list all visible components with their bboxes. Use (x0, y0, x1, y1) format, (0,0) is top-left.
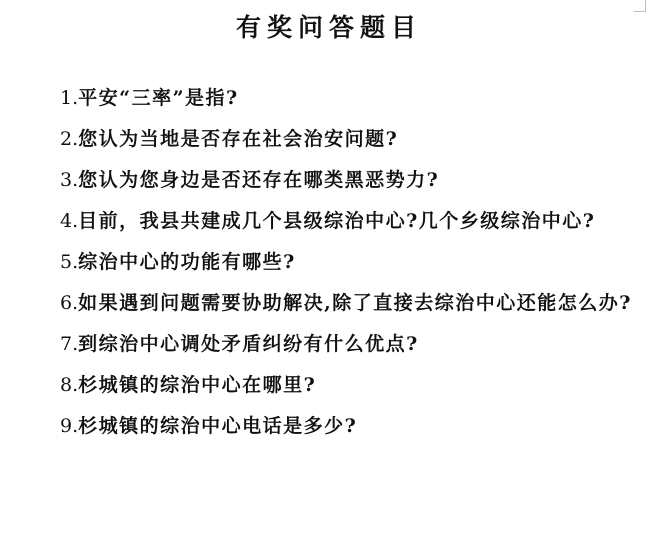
question-item (18, 242, 644, 283)
question-list (18, 78, 644, 447)
question-text: 杉城镇的综治中心在哪里? (78, 374, 317, 396)
question-item (18, 201, 644, 242)
question-text: 综治中心的功能有哪些? (78, 251, 296, 273)
question-item (18, 119, 644, 160)
question-item (18, 78, 644, 119)
question-text: 您认为您身边是否还存在哪类黑恶势力? (78, 169, 440, 191)
question-number: 7. (60, 333, 79, 355)
question-item (18, 365, 644, 406)
question-item (18, 324, 644, 365)
question-number: 6. (60, 292, 79, 314)
question-item (18, 283, 644, 324)
question-number: 1. (60, 87, 79, 109)
question-text: 目前，我县共建成几个县级综治中心?几个乡级综治中心? (78, 210, 596, 232)
question-item (18, 406, 644, 447)
question-number: 2. (60, 128, 79, 150)
question-item (18, 160, 644, 201)
question-number: 3. (60, 169, 79, 191)
document-title: 有奖问答题目 (235, 13, 422, 42)
question-text: 如果遇到问题需要协助解决,除了直接去综治中心还能怎么办? (78, 292, 632, 314)
question-text: 杉城镇的综治中心电话是多少? (78, 415, 358, 437)
question-text: 您认为当地是否存在社会治安问题? (78, 128, 399, 150)
question-number: 8. (60, 374, 79, 396)
question-number: 4. (60, 210, 79, 232)
question-text: 到综治中心调处矛盾纠纷有什么优点? (78, 333, 419, 355)
question-number: 5. (60, 251, 79, 273)
question-text: 平安“三率”是指? (78, 87, 239, 109)
question-number: 9. (60, 415, 79, 437)
